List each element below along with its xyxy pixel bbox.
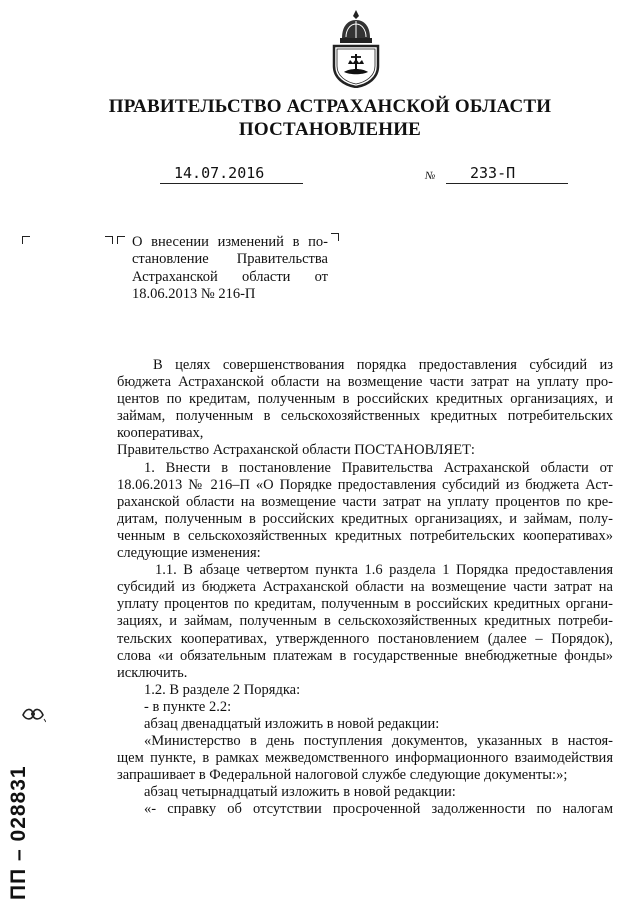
form-serial-number: ПП – 028831 (7, 765, 30, 900)
body-line: исключить. (117, 664, 188, 681)
body-line: абзац четырнадцатый изложить в новой редакции: (144, 784, 456, 801)
body-line: кооперативах, (117, 425, 204, 442)
body-line: В целях совершенствования порядка предоставления субсидий из (153, 357, 613, 373)
body-line: - в пункте 2.2: (144, 698, 232, 715)
body-line: уплату процентов по кредитам, полученным в российских кредитных органи- (117, 596, 613, 613)
subject-corner-mark-left-a (105, 236, 113, 244)
document-number: 233-П (446, 165, 568, 184)
body-line: «Министерство в день поступления документов, указанных в настоя- (144, 733, 613, 750)
body-line: «- справку об отсутствии просроченной задолженности по налогам (144, 801, 613, 818)
body-line: щем пункте, в рамках межведомственного информационного взаимодействия (117, 750, 613, 767)
body-line: 18.06.2013 № 216–П «О Порядке предоставления субсидий из бюджета Аст- (117, 476, 613, 493)
subject-corner-mark-left-b (117, 236, 125, 244)
document-subject (132, 234, 328, 304)
subject-line: становление Правительства (132, 251, 328, 268)
body-line: Правительство Астраханской области ПОСТАНОВЛЯЕТ: (117, 442, 475, 459)
body-line: зациях, и займам, полученным в сельскохозяйственных кредитных потреби- (117, 613, 613, 630)
left-corner-mark (22, 236, 30, 244)
body-line: тельских кооперативах, утвержденного постановлением (далее – Порядок), (117, 630, 613, 647)
body-line: следующие изменения: (117, 545, 261, 562)
government-title: ПРАВИТЕЛЬСТВО АСТРАХАНСКОЙ ОБЛАСТИ (108, 96, 552, 117)
body-line: 1.2. В разделе 2 Порядка: (144, 681, 301, 698)
subject-corner-mark-right (331, 233, 339, 241)
body-line: ченным в сельскохозяйственных кредитных потребительских кооперативах» (117, 527, 613, 544)
body-line: бюджета Астраханской области на возмещение части затрат на уплату про- (117, 374, 613, 391)
subject-line: 18.06.2013 № 216-П (132, 286, 256, 303)
security-mark-icon (20, 705, 46, 723)
body-line: центов по кредитам, полученным в российских кредитных организациях, и (117, 391, 613, 408)
number-sign: № (425, 170, 436, 182)
body-line: 1. Внести в постановление Правительства Астраханской области от (144, 459, 613, 476)
body-line: абзац двенадцатый изложить в новой редакции: (144, 715, 440, 732)
body-line: займам, полученным в сельскохозяйственных кредитных потребительских (117, 408, 613, 425)
subject-line: Астраханской области от (132, 268, 328, 285)
body-line: запрашивает в Федеральной налоговой службе следующие документы:»; (117, 767, 568, 784)
body-line: раханской области на возмещение части затрат на уплату процентов по кре- (117, 493, 613, 510)
coat-of-arms-emblem (326, 8, 386, 88)
document-date: 14.07.2016 (160, 165, 303, 184)
body-line: слова «и обязательным платежам в государственные внебюджетные фонды» (117, 647, 613, 664)
subject-line: О внесении изменений в по- (132, 234, 328, 250)
body-line: субсидий из бюджета Астраханской области на возмещение части затрат на (117, 579, 613, 596)
body-line: дитам, полученным в российских кредитных организациях, и займам, полу- (117, 510, 613, 527)
document-body (117, 357, 613, 819)
document-type-title: ПОСТАНОВЛЕНИЕ (238, 119, 422, 140)
body-line: 1.1. В абзаце четвертом пункта 1.6 раздела 1 Порядка предоставления (155, 562, 613, 579)
